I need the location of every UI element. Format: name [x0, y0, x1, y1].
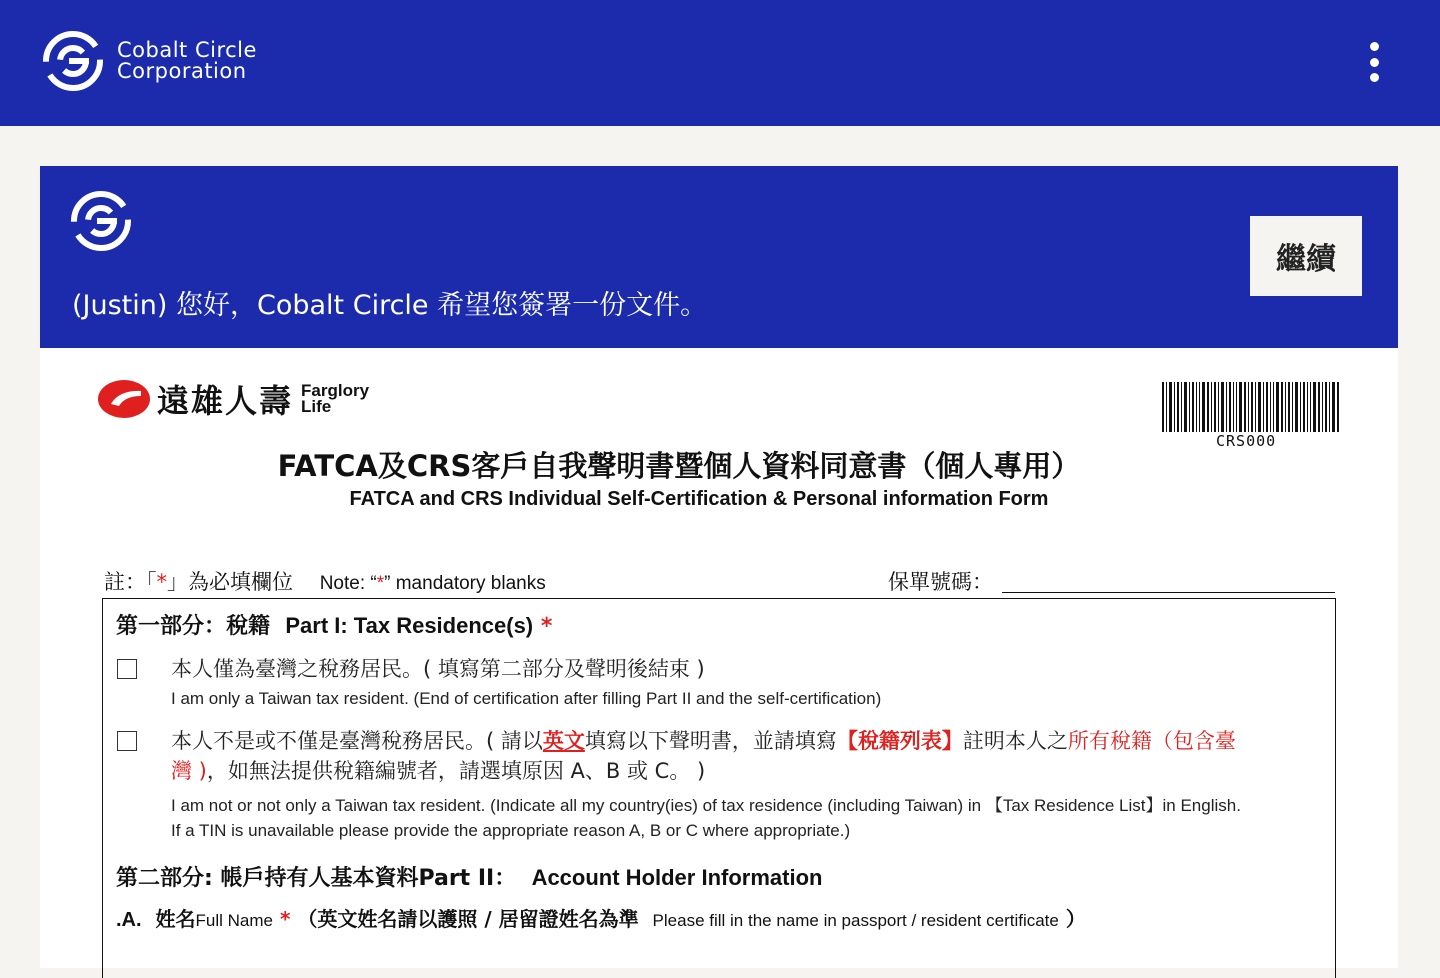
- option2-en-text-line1: I am not or not only a Taiwan tax resident. (Indicate all my country(ies) of tax residence (including Taiwan) in 【Tax Residence List】in English.: [171, 796, 1241, 815]
- top-bar: [0, 0, 1440, 126]
- document-page: [40, 348, 1398, 968]
- signing-request-message: (Justin) 您好，Cobalt Circle 希望您簽署一份文件。: [72, 290, 708, 321]
- brand[interactable]: [42, 30, 257, 92]
- policy-number-field[interactable]: [1002, 592, 1335, 593]
- option1-en-text: I am only a Taiwan tax resident. (End of certification after filling Part II and the self-certification): [171, 689, 882, 708]
- option2-cn-text-line2: 灣 )，如無法提供稅籍編號者，請選填原因 A、B 或 C。 ): [171, 759, 706, 783]
- part1-title: 第一部分：稅籍 Part I: Tax Residence(s) *: [116, 613, 553, 639]
- barcode-icon: [1162, 382, 1340, 434]
- form-box: [102, 598, 1336, 978]
- cobalt-circle-logo-icon: [42, 30, 104, 92]
- document-subtitle: FATCA and CRS Individual Self-Certification & Personal information Form: [349, 488, 1049, 510]
- option2-checkbox[interactable]: [117, 731, 137, 751]
- signing-banner: [40, 166, 1398, 348]
- farglory-mark-icon: [97, 378, 151, 420]
- option2-en-text-line2: If a TIN is unavailable please provide the appropriate reason A, B or C where appropriate.): [171, 821, 851, 840]
- farglory-name-cn: 遠雄人壽: [157, 382, 294, 420]
- option1-checkbox[interactable]: [117, 659, 137, 679]
- field-a-label: .A. 姓名Full Name * （英文姓名請以護照 / 居留證姓名為準 Please fill in the name in passport / resident certificate ）: [116, 907, 1086, 931]
- mandatory-note: 註：「*」為必填欄位 Note: “*” mandatory blanks: [104, 570, 546, 594]
- signing-card: [40, 166, 1398, 966]
- kebab-menu-icon[interactable]: [1362, 42, 1386, 82]
- barcode-text: CRS000: [1216, 432, 1277, 450]
- farglory-name-en: Farglory Life: [301, 381, 370, 416]
- brand-name-line1: Cobalt Circle: [117, 38, 257, 62]
- option2-cn-text-line1: 本人不是或不僅是臺灣稅務居民。( 請以英文填寫以下聲明書，並請填寫【稅籍列表】註明本人之所有稅籍（包含臺: [171, 729, 1236, 753]
- option1-cn-text: 本人僅為臺灣之稅務居民。( 填寫第二部分及聲明後結束 ): [171, 657, 705, 681]
- part2-title: 第二部分: 帳戶持有人基本資料Part II： Account Holder Information: [116, 865, 823, 891]
- policy-number-label: 保單號碼：: [888, 570, 993, 594]
- brand-name-line2: Corporation: [117, 59, 247, 83]
- document-title: FATCA及CRS客戶自我聲明書暨個人資料同意書（個人專用）: [277, 449, 1081, 483]
- brand-name: [117, 40, 257, 82]
- continue-button[interactable]: 繼續: [1250, 216, 1362, 296]
- cobalt-circle-logo-icon: [70, 190, 132, 252]
- farglory-logo: [97, 376, 369, 422]
